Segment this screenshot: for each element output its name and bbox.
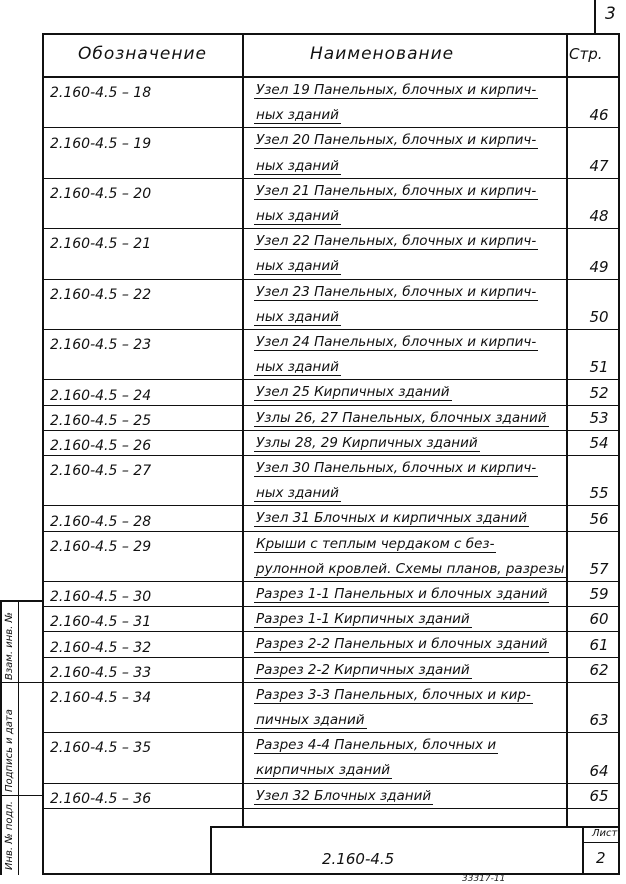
row-name-line: Разрез 2-2 Кирпичных зданий xyxy=(256,661,470,678)
row-name-line: ных зданий xyxy=(256,107,339,124)
row-name-line: Узел 32 Блочных зданий xyxy=(256,787,432,804)
contents-row xyxy=(44,658,618,683)
row-page: 61 xyxy=(589,635,609,654)
contents-row xyxy=(44,380,618,405)
row-name-line: пичных зданий xyxy=(256,711,365,728)
row-page: 62 xyxy=(589,660,609,679)
row-code: 2.160-4.5 – 24 xyxy=(50,387,152,404)
margin-stamp-strip xyxy=(0,600,42,875)
row-page: 53 xyxy=(589,408,609,427)
contents-row xyxy=(44,128,618,178)
row-page: 56 xyxy=(589,509,609,528)
title-block xyxy=(210,826,620,875)
row-name-line: ных зданий xyxy=(256,359,339,376)
row-name-line: Узлы 28, 29 Кирпичных зданий xyxy=(256,434,478,451)
row-name-line: Разрез 2-2 Панельных и блочных зданий xyxy=(256,636,548,653)
row-name-line: Узел 25 Кирпичных зданий xyxy=(256,384,450,401)
row-code: 2.160-4.5 – 23 xyxy=(50,337,152,354)
contents-row xyxy=(44,431,618,456)
row-page: 65 xyxy=(589,786,609,805)
row-page: 46 xyxy=(589,106,609,125)
row-name-line: Разрез 1-1 Панельных и блочных зданий xyxy=(256,586,548,602)
sheet-number: 3 xyxy=(605,4,616,24)
row-name-line: Разрез 1-1 Кирпичных зданий xyxy=(256,611,470,628)
row-name-line: ных зданий xyxy=(256,258,339,275)
contents-row xyxy=(44,78,618,128)
contents-row xyxy=(44,607,618,632)
contents-row xyxy=(44,229,618,279)
contents-row xyxy=(44,280,618,330)
contents-row xyxy=(44,784,618,809)
archive-stamp: 33317-11 xyxy=(462,874,506,884)
row-name-line: ных зданий xyxy=(256,207,339,224)
contents-row xyxy=(44,733,618,783)
row-name-line: Узел 21 Панельных, блочных и кирпич- xyxy=(256,182,537,199)
contents-row xyxy=(44,406,618,431)
row-page: 64 xyxy=(589,761,609,780)
title-block-sheet-number: 2 xyxy=(596,849,606,867)
row-code: 2.160-4.5 – 35 xyxy=(50,740,152,757)
row-name-line: Разрез 3-3 Панельных, блочных и кир- xyxy=(256,686,531,703)
row-code: 2.160-4.5 – 22 xyxy=(50,286,152,303)
title-block-code: 2.160-4.5 xyxy=(322,850,395,868)
margin-label-signature-date: Подпись и дата xyxy=(4,709,15,792)
header-page: Стр. xyxy=(569,45,603,63)
row-page: 50 xyxy=(589,307,609,326)
row-code: 2.160-4.5 – 28 xyxy=(50,513,152,530)
row-page: 48 xyxy=(589,207,609,226)
row-code: 2.160-4.5 – 27 xyxy=(50,463,152,480)
margin-label-inventory-number: Инв. № подл. xyxy=(4,801,15,870)
row-page: 49 xyxy=(589,257,609,276)
row-name-line: ных зданий xyxy=(256,157,339,174)
row-name-line: Крыши с теплым чердаком с без- xyxy=(256,535,495,552)
title-block-sheet-label: Лист xyxy=(592,828,618,839)
row-page: 55 xyxy=(589,484,609,503)
row-code: 2.160-4.5 – 32 xyxy=(50,639,152,656)
row-page: 57 xyxy=(589,559,609,578)
row-name-line: Узел 30 Панельных, блочных и кирпич- xyxy=(256,460,537,476)
row-name-line: ных зданий xyxy=(256,308,339,325)
row-name-line: кирпичных зданий xyxy=(256,762,390,779)
row-name-line: Узел 31 Блочных и кирпичных зданий xyxy=(256,510,528,527)
row-code: 2.160-4.5 – 19 xyxy=(50,135,152,152)
contents-row xyxy=(44,179,618,229)
row-code: 2.160-4.5 – 18 xyxy=(50,85,152,102)
row-name-line: Узел 24 Панельных, блочных и кирпич- xyxy=(256,334,537,350)
row-name-line: Узел 19 Панельных, блочных и кирпич- xyxy=(256,82,537,98)
header-name: Наименование xyxy=(310,44,455,64)
row-rule xyxy=(44,808,618,809)
row-code: 2.160-4.5 – 30 xyxy=(50,589,152,606)
row-code: 2.160-4.5 – 26 xyxy=(50,437,152,454)
contents-row xyxy=(44,582,618,607)
margin-label-replaced-inv: Взам. инв. № xyxy=(4,612,15,680)
row-code: 2.160-4.5 – 34 xyxy=(50,689,152,706)
row-page: 60 xyxy=(589,610,609,629)
contents-row xyxy=(44,532,618,582)
row-code: 2.160-4.5 – 29 xyxy=(50,538,152,555)
row-name-line: Узел 20 Панельных, блочных и кирпич- xyxy=(256,132,537,149)
contents-row xyxy=(44,330,618,380)
row-name-line: ных зданий xyxy=(256,485,339,502)
contents-row xyxy=(44,632,618,657)
row-name-line: рулонной кровлей. Схемы планов, разрезы xyxy=(256,560,565,577)
contents-row xyxy=(44,456,618,506)
row-code: 2.160-4.5 – 25 xyxy=(50,412,152,429)
row-page: 51 xyxy=(589,358,609,377)
row-code: 2.160-4.5 – 31 xyxy=(50,614,152,631)
row-code: 2.160-4.5 – 36 xyxy=(50,790,152,807)
header-code: Обозначение xyxy=(78,44,207,64)
row-name-line: Узел 22 Панельных, блочных и кирпич- xyxy=(256,233,537,250)
row-name-line: Узел 23 Панельных, блочных и кирпич- xyxy=(256,283,537,300)
row-code: 2.160-4.5 – 21 xyxy=(50,236,152,253)
sheet-number-divider xyxy=(594,0,596,33)
row-code: 2.160-4.5 – 20 xyxy=(50,185,152,202)
row-page: 52 xyxy=(589,383,609,402)
row-name-line: Разрез 4-4 Панельных, блочных и xyxy=(256,737,497,754)
contents-row xyxy=(44,683,618,733)
row-page: 54 xyxy=(589,433,609,452)
row-name-line: Узлы 26, 27 Панельных, блочных зданий xyxy=(256,409,547,426)
row-code: 2.160-4.5 – 33 xyxy=(50,664,152,681)
row-page: 63 xyxy=(589,711,609,730)
row-page: 59 xyxy=(589,585,609,604)
contents-row xyxy=(44,506,618,531)
row-page: 47 xyxy=(589,156,609,175)
